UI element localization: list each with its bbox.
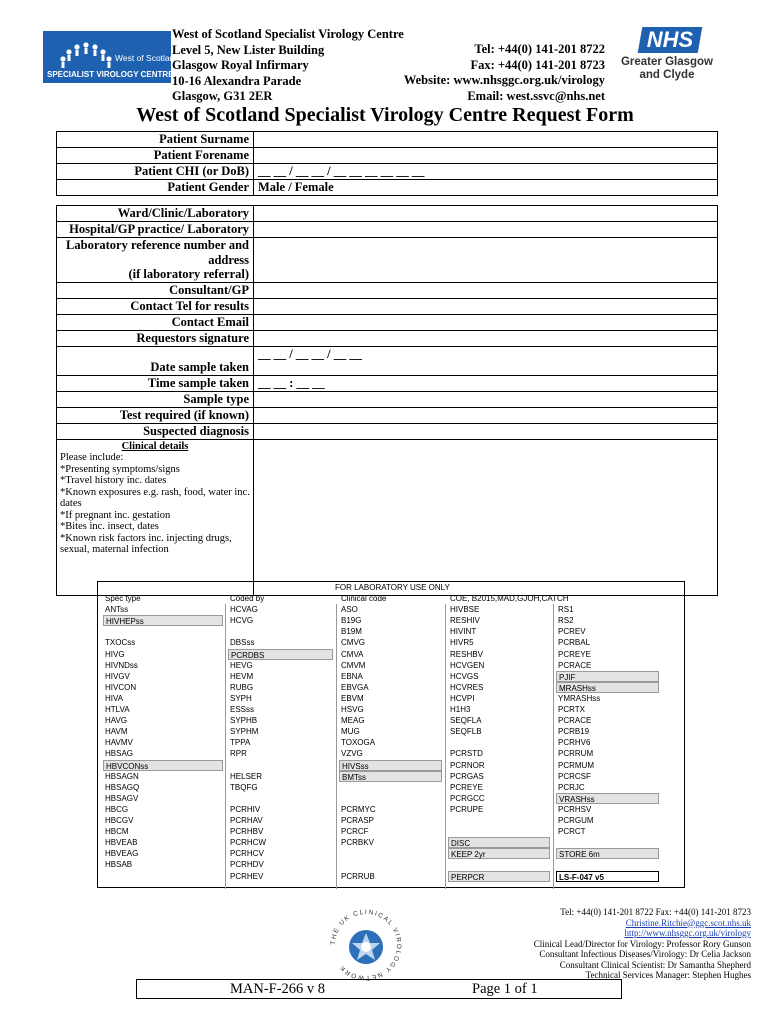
lab-code-mug[interactable]: MUG <box>341 727 360 737</box>
table-row <box>57 222 718 238</box>
lab-code-toxoga[interactable]: TOXOGA <box>341 738 376 748</box>
lab-code-tppa[interactable]: TPPA <box>230 738 251 748</box>
fax: Fax: +44(0) 141-201 8723 <box>470 57 605 72</box>
lab-code-syphm[interactable]: SYPHM <box>230 727 259 737</box>
lab-code-pcrgas[interactable]: PCRGAS <box>450 771 484 781</box>
lab-code-b19m[interactable]: B19M <box>341 627 362 637</box>
lab-code-helser[interactable]: HELSER <box>230 771 263 781</box>
nhs-logo <box>638 27 703 53</box>
lab-code-empty <box>339 859 442 870</box>
test-required-field[interactable] <box>254 407 718 423</box>
address-line: 10-16 Alexandra Parade <box>172 73 302 88</box>
lab-code-empty <box>339 848 442 859</box>
lab-code-pcrhav[interactable]: PCRHAV <box>230 816 263 825</box>
lab-code-pcrasp[interactable]: PCRASP <box>341 816 374 825</box>
date-label-text: Date sample taken <box>150 359 249 374</box>
lab-code-reshiv[interactable]: RESHIV <box>450 616 480 626</box>
lab-code-hbveag[interactable]: HBVEAG <box>105 849 139 859</box>
table-row <box>57 206 718 222</box>
date-field[interactable] <box>254 346 718 375</box>
lab-code-hcvg[interactable]: HCVG <box>230 616 254 626</box>
lab-code-hcvag[interactable]: HCVAG <box>230 605 258 615</box>
signature-field[interactable] <box>254 330 718 346</box>
lab-code-pcrnor[interactable]: PCRNOR <box>450 760 485 770</box>
lab-code-pcrrub[interactable]: PCRRUB <box>341 871 375 881</box>
network-logo-text: THE UK CLINICAL VIROLOGY NETWORK <box>329 908 403 982</box>
patient-table <box>56 131 718 196</box>
lab-code-empty <box>556 837 659 848</box>
table-row <box>57 375 718 391</box>
clinical-details-label <box>57 439 254 595</box>
consultant-field[interactable] <box>254 282 718 298</box>
table-row <box>57 148 718 164</box>
lab-code-pcrmum[interactable]: PCRMUM <box>558 760 594 770</box>
lab-code-pcrhv6[interactable]: PCRHV6 <box>558 738 591 748</box>
table-row <box>57 407 718 423</box>
lab-code-hivndss[interactable]: HIVNDss <box>105 660 138 670</box>
lab-code-hcvgs[interactable]: HCVGS <box>450 671 479 681</box>
lab-code-txocss[interactable]: TXOCss <box>105 638 136 648</box>
test-required-label: Test required (if known) <box>57 407 254 423</box>
time-label: Time sample taken <box>57 375 254 391</box>
lab-code-disc[interactable]: DISC <box>448 837 550 848</box>
lab-code-pcrhcw[interactable]: PCRHCW <box>230 838 266 848</box>
lab-code-empty <box>228 793 333 804</box>
lab-code-store-6m[interactable]: STORE 6m <box>556 848 659 859</box>
footer-email-link[interactable]: Christine.Ritchie@ggc.scot.nhs.uk <box>625 917 751 928</box>
lab-code-pcrhsv[interactable]: PCRHSV <box>558 804 592 814</box>
table-row <box>57 180 718 196</box>
lab-code-hbcm[interactable]: HBCM <box>105 827 129 837</box>
patient-chi-label: Patient CHI (or DoB) <box>57 164 254 180</box>
lab-code-antss[interactable]: ANTss <box>105 605 129 615</box>
sample-type-field[interactable] <box>254 391 718 407</box>
lab-code-hivgv[interactable]: HIVGV <box>105 671 130 681</box>
lab-code-empty <box>228 760 333 771</box>
table-row <box>57 439 718 595</box>
lab-code-pcrdbs[interactable]: PCRDBS <box>228 649 333 660</box>
lab-code-cmva[interactable]: CMVA <box>341 649 364 659</box>
hint-line: *Known risk factors inc. injecting drugs, <box>60 532 232 544</box>
lab-code-b19g[interactable]: B19G <box>341 616 362 626</box>
nhs-board-name <box>618 56 716 81</box>
lab-column-header: Spec type <box>105 594 141 603</box>
contact-tel-field[interactable] <box>254 298 718 314</box>
lab-code-hbvconss[interactable]: HBVCONss <box>103 760 223 771</box>
page-number: Page 1 of 1 <box>472 981 538 997</box>
footer-bar <box>136 979 622 999</box>
footer-line: Clinical Lead/Director for Virology: Professor Rory Gunson <box>533 938 751 949</box>
lab-code-vrashss[interactable]: VRASHss <box>556 793 659 804</box>
ward-label: Ward/Clinic/Laboratory <box>57 206 254 222</box>
lab-code-pcrcf[interactable]: PCRCF <box>341 827 369 837</box>
time-field[interactable]: __ __ : __ __ <box>254 375 718 391</box>
lab-code-hivhepss[interactable]: HIVHEPss <box>103 615 223 626</box>
lab-code-hbcg[interactable]: HBCG <box>105 804 129 814</box>
network-logo <box>327 906 405 984</box>
page-title: West of Scotland Specialist Virology Centre Request Form <box>136 104 634 126</box>
lab-code-empty <box>448 826 550 837</box>
lab-code-vzvg[interactable]: VZVG <box>341 749 363 759</box>
contact-email-label: Contact Email <box>57 314 254 330</box>
lab-code-seqfla[interactable]: SEQFLA <box>450 716 482 726</box>
lab-code-ebvm[interactable]: EBVM <box>341 693 364 703</box>
lab-code-pcrcsf[interactable]: PCRCSF <box>558 771 591 781</box>
document-id: MAN-F-266 v 8 <box>230 981 326 997</box>
lab-code-ymrashss[interactable]: YMRASHss <box>558 693 601 703</box>
lab-code-pcrace[interactable]: PCRACE <box>558 716 592 726</box>
lab-code-ebvga[interactable]: EBVGA <box>341 682 369 692</box>
table-row <box>57 282 718 298</box>
lab-code-pcrace[interactable]: PCRACE <box>558 660 592 670</box>
address-block <box>172 27 404 105</box>
lab-code-pcrjc[interactable]: PCRJC <box>558 782 585 792</box>
hint-line: dates <box>60 498 82 509</box>
lab-code-hcvgen[interactable]: HCVGEN <box>450 660 485 670</box>
lab-code-empty <box>448 859 550 870</box>
lab-code-pcrstd[interactable]: PCRSTD <box>450 749 483 759</box>
lab-code-rubg[interactable]: RUBG <box>230 682 254 692</box>
hint-line: *Travel history inc. dates <box>60 475 167 486</box>
contact-email-field[interactable] <box>254 314 718 330</box>
lab-code-empty <box>448 815 550 826</box>
lab-column-header: Clinical code <box>341 594 387 603</box>
lab-code-hevg[interactable]: HEVG <box>230 660 253 670</box>
nhs-board-line: and Clyde <box>639 68 695 81</box>
table-row <box>57 423 718 439</box>
lab-code-tbqfg[interactable]: TBQFG <box>230 782 258 792</box>
lab-code-hbsagv[interactable]: HBSAGV <box>105 793 139 803</box>
lab-code-seqflb[interactable]: SEQFLB <box>450 727 482 737</box>
lab-code-empty <box>339 782 442 793</box>
hint-line: sexual, maternal infection <box>60 544 169 555</box>
patient-gender-label: Patient Gender <box>57 180 254 196</box>
footer-contacts <box>411 907 751 981</box>
lab-code-hivg[interactable]: HIVG <box>105 649 125 659</box>
lab-code-hivsss[interactable]: HIVSss <box>339 760 442 771</box>
table-row <box>57 298 718 314</box>
table-row <box>57 164 718 180</box>
footer-line: Consultant Infectious Diseases/Virology: Dr Celia Jackson <box>539 949 751 959</box>
lab-code-hbsagn[interactable]: HBSAGN <box>105 771 139 781</box>
lab-code-bmtss[interactable]: BMTss <box>339 771 442 782</box>
lab-column-divider <box>445 604 446 889</box>
hospital-label: Hospital/GP practice/ Laboratory <box>57 222 254 238</box>
lab-code-pcrmyc[interactable]: PCRMYC <box>341 804 376 814</box>
lab-code-pcrb19[interactable]: PCRB19 <box>558 727 590 737</box>
email[interactable]: Email: west.ssvc@nhs.net <box>467 88 605 103</box>
lab-code-reshbv[interactable]: RESHBV <box>450 649 483 659</box>
lab-code-havm[interactable]: HAVM <box>105 727 128 737</box>
consultant-label: Consultant/GP <box>57 282 254 298</box>
lab-code-hcvres[interactable]: HCVRES <box>450 682 484 692</box>
lab-code-essss[interactable]: ESSss <box>230 705 255 714</box>
diagnosis-field[interactable] <box>254 423 718 439</box>
lab-code-pcrbkv[interactable]: PCRBKV <box>341 838 374 848</box>
hint-line: *Bites inc. insect, dates <box>60 521 159 532</box>
lab-code-cmvm[interactable]: CMVM <box>341 660 366 670</box>
address-line: Level 5, New Lister Building <box>172 42 325 57</box>
clinical-details-hint <box>60 452 250 556</box>
patient-gender-field[interactable]: Male / Female <box>254 180 718 196</box>
signature-label: Requestors signature <box>57 330 254 346</box>
table-row <box>57 314 718 330</box>
lab-code-empty <box>556 859 659 870</box>
centre-logo-line2: SPECIALIST VIROLOGY CENTRE <box>47 70 174 79</box>
address-line: West of Scotland Specialist Virology Centre <box>172 27 404 41</box>
lab-code-rs1[interactable]: RS1 <box>558 605 574 615</box>
lab-code-perpcr[interactable]: PERPCR <box>448 871 550 882</box>
lab-code-pcrtx[interactable]: PCRTX <box>558 705 585 714</box>
centre-logo-line1: West of Scotland <box>115 53 180 63</box>
table-row <box>57 330 718 346</box>
lab-code-pcrct[interactable]: PCRCT <box>558 827 586 837</box>
date-placeholder: __ __ / __ __ / __ __ <box>258 346 362 361</box>
table-row <box>57 391 718 407</box>
footer-line: Consultant Clinical Scientist: Dr Samantha Shepherd <box>559 959 751 970</box>
patient-forename-label: Patient Forename <box>57 148 254 164</box>
lab-code-rpr[interactable]: RPR <box>230 749 247 759</box>
lab-code-syph[interactable]: SYPH <box>230 693 252 703</box>
address-line: Glasgow, G31 2ER <box>172 89 273 103</box>
hint-line: *Known exposures e.g. rash, food, water inc. <box>60 486 250 498</box>
lab-code-ls-f-047-v5[interactable]: LS-F-047 v5 <box>556 871 659 882</box>
lab-use-title: FOR LABORATORY USE ONLY <box>335 583 450 592</box>
lab-code-pcrupe[interactable]: PCRUPE <box>450 804 484 814</box>
lab-code-cmvg[interactable]: CMVG <box>341 638 365 648</box>
lab-code-hiva[interactable]: HIVA <box>105 693 124 703</box>
lab-reference-field[interactable] <box>254 238 718 283</box>
lab-code-pcrev[interactable]: PCREV <box>558 627 586 637</box>
lab-reference-label <box>57 238 254 283</box>
patient-chi-field[interactable]: __ __ / __ __ / __ __ __ __ __ __ <box>254 164 718 180</box>
lab-code-dbsss[interactable]: DBSss <box>230 638 255 648</box>
lab-code-hcvpi[interactable]: HCVPI <box>450 693 475 703</box>
footer-tel-fax: Tel: +44(0) 141-201 8722 Fax: +44(0) 141-201 8723 <box>560 907 751 917</box>
lab-column-header: COE, B2015,MAD,GJOH,CATCH <box>450 594 569 603</box>
lab-code-pcrhdv[interactable]: PCRHDV <box>230 860 264 870</box>
lab-code-hbcgv[interactable]: HBCGV <box>105 816 134 825</box>
lab-code-rs2[interactable]: RS2 <box>558 616 574 626</box>
lab-code-hbsag[interactable]: HBSAG <box>105 749 134 759</box>
diagnosis-label: Suspected diagnosis <box>57 423 254 439</box>
lab-code-hivcon[interactable]: HIVCON <box>105 682 137 692</box>
contact-tel-label: Contact Tel for results <box>57 298 254 314</box>
footer-line: Technical Services Manager: Stephen Hughes <box>585 970 751 980</box>
lab-code-hivint[interactable]: HIVINT <box>450 627 477 637</box>
lab-code-pcrhbv[interactable]: PCRHBV <box>230 827 264 837</box>
lab-code-syphb[interactable]: SYPHB <box>230 716 258 726</box>
lab-code-hbsagq[interactable]: HBSAGQ <box>105 782 140 792</box>
lab-code-pcreye[interactable]: PCREYE <box>450 782 483 792</box>
lab-code-pcrgcc[interactable]: PCRGCC <box>450 793 485 803</box>
lab-code-hivbse[interactable]: HIVBSE <box>450 605 480 615</box>
lab-reference-line: Laboratory reference number and <box>66 238 249 252</box>
lab-code-meag[interactable]: MEAG <box>341 716 365 726</box>
lab-code-ebna[interactable]: EBNA <box>341 671 363 681</box>
hint-line: *Presenting symptoms/signs <box>60 463 180 475</box>
lab-code-pcreye[interactable]: PCREYE <box>558 649 591 659</box>
nhs-board-line: Greater Glasgow <box>620 56 714 68</box>
table-row <box>57 238 718 283</box>
nhs-logo-text: NHS <box>646 27 694 52</box>
lab-code-empty <box>339 793 442 804</box>
request-table <box>56 205 718 596</box>
lab-code-pcrhev[interactable]: PCRHEV <box>230 871 264 881</box>
lab-code-hbveab[interactable]: HBVEAB <box>105 838 138 848</box>
lab-code-empty <box>448 737 550 748</box>
lab-code-empty <box>103 871 223 882</box>
clinical-details-title: Clinical details <box>121 440 189 452</box>
lab-code-hsvg[interactable]: HSVG <box>341 705 364 714</box>
hint-line: Please include: <box>60 452 124 463</box>
lab-code-pcrbal[interactable]: PCRBAL <box>558 638 591 648</box>
lab-code-empty <box>103 626 223 637</box>
lab-code-mrashss[interactable]: MRASHss <box>556 682 659 693</box>
lab-code-htlva[interactable]: HTLVA <box>105 705 130 714</box>
virology-network-icon <box>327 906 405 984</box>
lab-code-havmv[interactable]: HAVMV <box>105 738 133 748</box>
lab-code-havg[interactable]: HAVG <box>105 716 128 726</box>
lab-code-hevm[interactable]: HEVM <box>230 671 254 681</box>
lab-code-empty <box>228 626 333 637</box>
hospital-field[interactable] <box>254 222 718 238</box>
centre-logo <box>43 31 180 83</box>
table-row <box>57 346 718 375</box>
patient-forename-field[interactable] <box>254 148 718 164</box>
lab-code-pjif[interactable]: PJIF <box>556 671 659 682</box>
table-row <box>57 132 718 148</box>
website[interactable]: Website: www.nhsggc.org.uk/virology <box>403 73 605 87</box>
contact-block <box>380 42 605 104</box>
lab-code-pcrhcv[interactable]: PCRHCV <box>230 849 264 859</box>
address-line: Glasgow Royal Infirmary <box>172 58 309 72</box>
lab-code-pcrgum[interactable]: PCRGUM <box>558 816 594 825</box>
patient-surname-field[interactable] <box>254 132 718 148</box>
lab-column-divider <box>225 604 226 889</box>
lab-code-aso[interactable]: ASO <box>341 605 358 615</box>
sample-type-label: Sample type <box>57 391 254 407</box>
hint-line: *If pregnant inc. gestation <box>60 509 171 521</box>
footer-web-link[interactable]: http://www.nhsggc.org.uk/virology <box>624 928 751 938</box>
lab-reference-line: address <box>208 252 249 267</box>
lab-code-h1h3[interactable]: H1H3 <box>450 705 471 714</box>
patient-surname-label: Patient Surname <box>57 132 254 148</box>
lab-column-divider <box>336 604 337 889</box>
lab-code-keep-2yr[interactable]: KEEP 2yr <box>448 848 550 859</box>
ward-field[interactable] <box>254 206 718 222</box>
lab-code-hivr5[interactable]: HIVR5 <box>450 638 474 648</box>
lab-code-hbsab[interactable]: HBSAB <box>105 860 133 870</box>
lab-code-pcrrum[interactable]: PCRRUM <box>558 749 594 759</box>
lab-use-box <box>97 581 685 888</box>
lab-column-header: Coded by <box>230 594 265 603</box>
lab-reference-line: (if laboratory referral) <box>128 267 249 281</box>
clinical-details-field[interactable] <box>254 439 718 595</box>
tel: Tel: +44(0) 141-201 8722 <box>474 42 605 56</box>
lab-code-pcrhiv[interactable]: PCRHIV <box>230 804 261 814</box>
date-label <box>57 346 254 375</box>
lab-column-divider <box>553 604 554 889</box>
